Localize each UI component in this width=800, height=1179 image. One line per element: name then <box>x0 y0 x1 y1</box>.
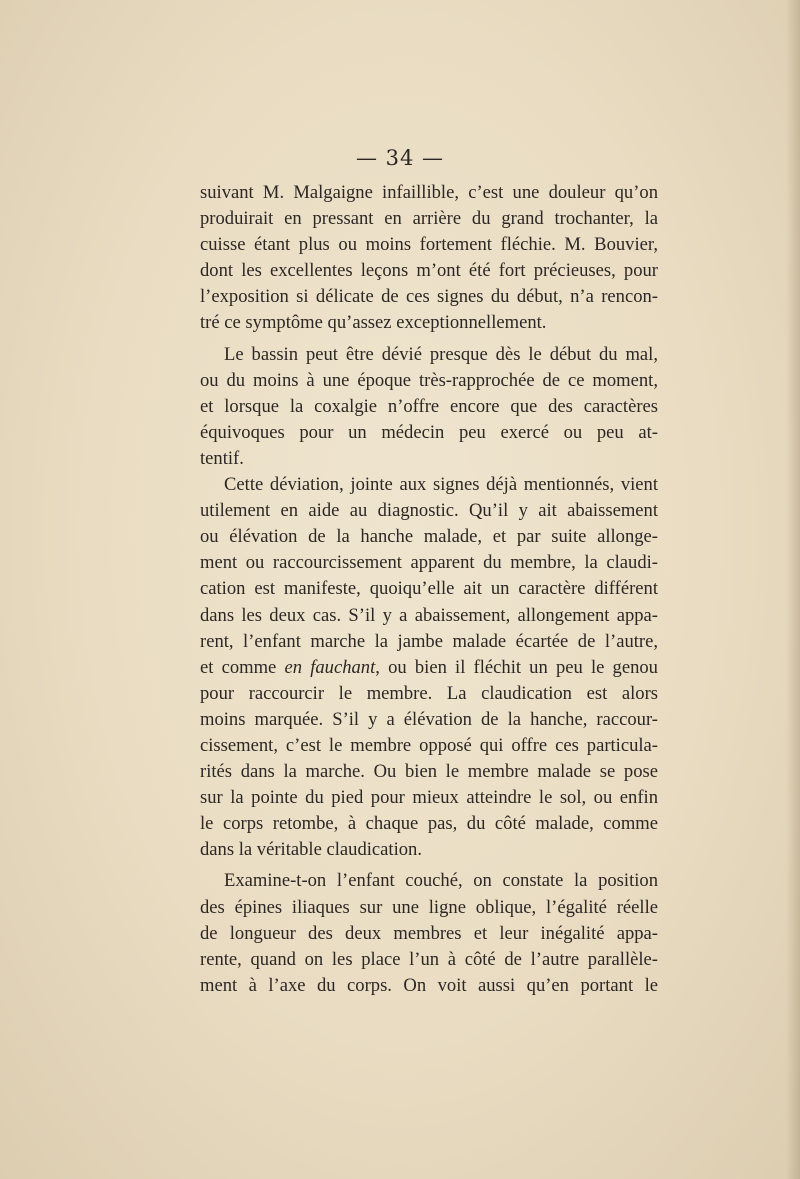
text-line: moins marquée. S’il y a élévation de la hanche, raccour- <box>200 708 658 730</box>
text-line: rent, l’enfant marche la jambe malade écartée de l’autre, <box>200 630 658 652</box>
text-line-mixed <box>200 655 658 681</box>
text-line: tentif. <box>200 447 244 469</box>
text-line: cation est manifeste, quoiqu’elle ait un caractère différent <box>200 578 658 600</box>
text-line: rente, quand on les place l’un à côté de l’autre parallèle- <box>200 948 658 970</box>
page-number: — 34 — <box>355 146 445 170</box>
text-line: ment ou raccourcissement apparent du membre, la claudi- <box>200 552 658 574</box>
text-line: le corps retombe, à chaque pas, du côté malade, comme <box>200 813 658 835</box>
text-line: des épines iliaques sur une ligne oblique, l’égalité réelle <box>200 896 658 918</box>
body-text <box>200 180 658 999</box>
text-line: ou élévation de la hanche malade, et par suite allonge- <box>200 526 658 548</box>
text-line: dont les excellentes leçons m’ont été fort précieuses, pour <box>200 260 658 282</box>
text-line: de longueur des deux membres et leur inégalité appa- <box>200 922 658 944</box>
paragraph-4 <box>200 868 658 998</box>
text-line: Cette déviation, jointe aux signes déjà mentionnés, vient <box>224 474 658 496</box>
emphasis-text: en fauchant <box>284 656 376 678</box>
text-line: tré ce symptôme qu’assez exceptionnellement. <box>200 312 547 334</box>
text-line: cuisse étant plus ou moins fortement fléchie. M. Bouvier, <box>200 234 658 256</box>
text-line: Examine-t-on l’enfant couché, on constate la position <box>224 870 658 892</box>
page-edge-shadow <box>786 0 800 1179</box>
text-line: l’exposition si délicate de ces signes du début, n’a rencon- <box>200 286 658 308</box>
text-line: ment à l’axe du corps. On voit aussi qu’en portant le <box>200 974 658 996</box>
text-line: dans les deux cas. S’il y a abaissement, allongement appa- <box>200 604 658 626</box>
text-run: et comme <box>200 656 277 678</box>
paragraph-2 <box>200 342 658 472</box>
paragraph-1 <box>200 180 658 337</box>
text-line: et lorsque la coxalgie n’offre encore que des caractères <box>200 395 658 417</box>
text-line: sur la pointe du pied pour mieux atteindre le sol, ou enfin <box>200 787 658 809</box>
text-line: pour raccourcir le membre. La claudication est alors <box>200 682 658 704</box>
text-line: rités dans la marche. Ou bien le membre malade se pose <box>200 761 658 783</box>
text-line: dans la véritable claudication. <box>200 839 422 861</box>
paragraph-3 <box>200 472 658 863</box>
text-line: suivant M. Malgaigne infaillible, c’est une douleur qu’on <box>200 182 658 203</box>
text-line: Le bassin peut être dévié presque dès le début du mal, <box>224 343 658 365</box>
text-line: ou du moins à une époque très-rapprochée de ce moment, <box>200 369 658 391</box>
text-line: équivoques pour un médecin peu exercé ou peu at- <box>200 421 658 443</box>
text-run: , ou bien il fléchit un peu le genou <box>375 656 658 678</box>
text-line: utilement en aide au diagnostic. Qu’il y ait abaissement <box>200 500 658 522</box>
text-line: produirait en pressant en arrière du grand trochanter, la <box>200 208 658 230</box>
text-line: cissement, c’est le membre opposé qui offre ces particula- <box>200 734 658 756</box>
